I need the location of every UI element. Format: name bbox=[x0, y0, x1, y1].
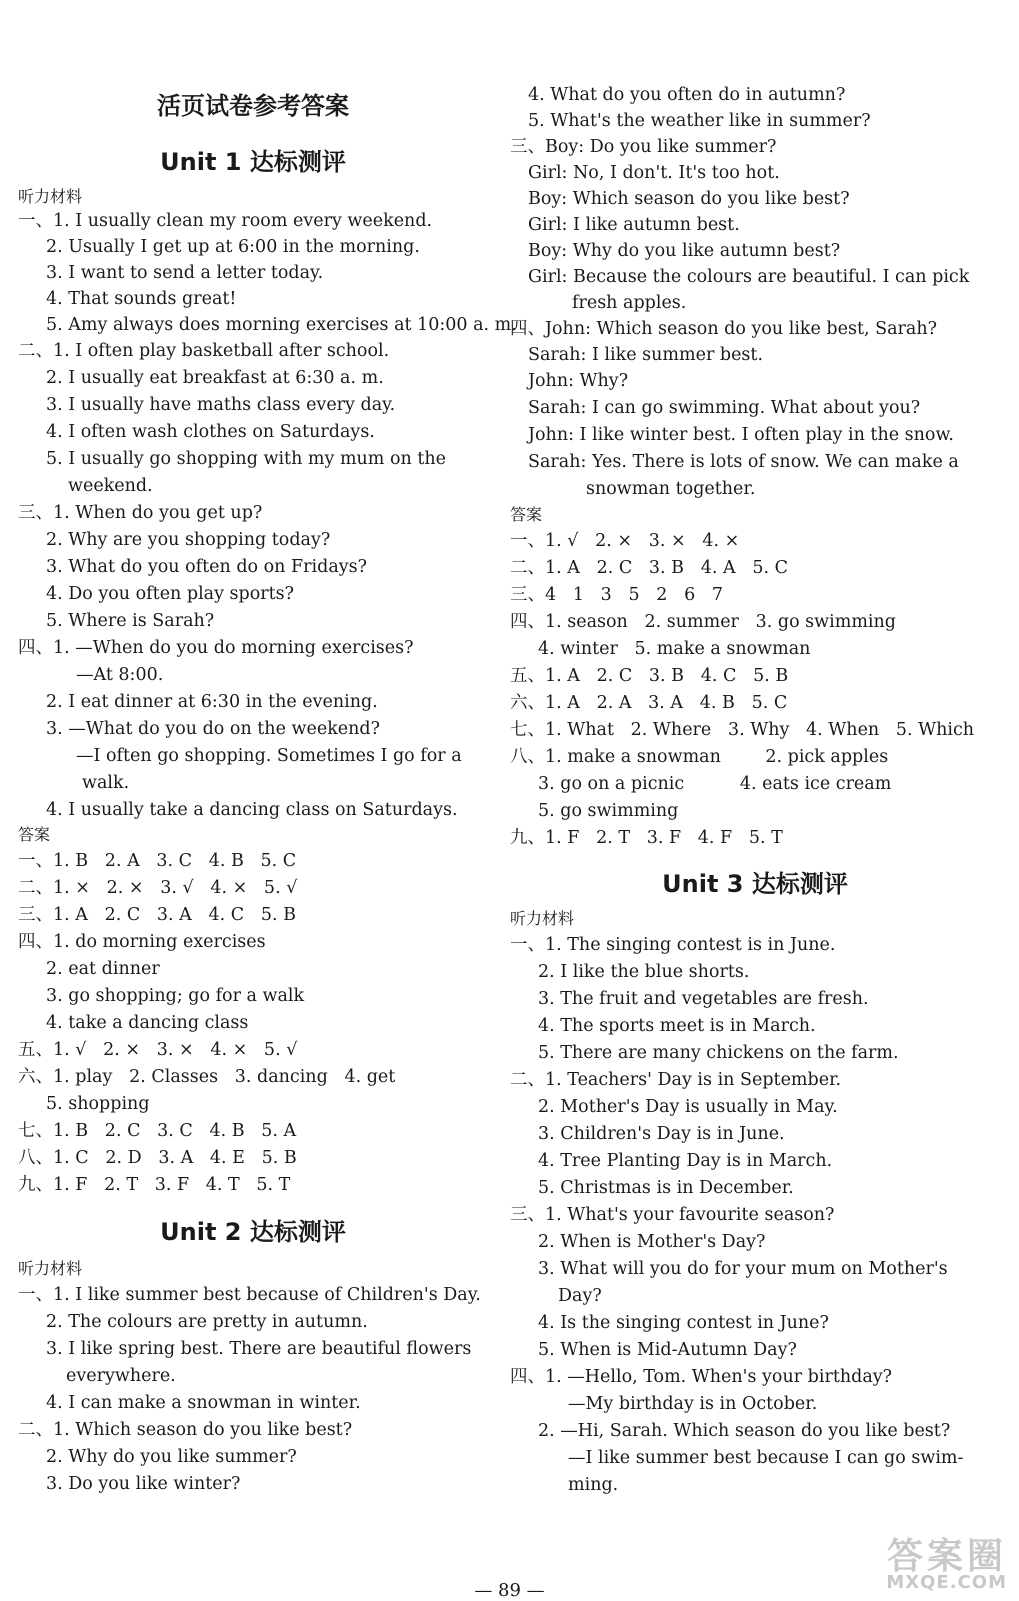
unit1-listening-line: 4. That sounds great! bbox=[46, 289, 237, 309]
unit1-answer-line: 八、1. C 2. D 3. A 4. E 5. B bbox=[18, 1148, 297, 1168]
unit3-listening-line: 2. —Hi, Sarah. Which season do you like best? bbox=[538, 1421, 951, 1441]
unit1-listening-line: 2. Usually I get up at 6:00 in the morning. bbox=[46, 237, 420, 257]
unit2-listening-line: 三、Boy: Do you like summer? bbox=[510, 137, 777, 157]
unit1-answer-line: 七、1. B 2. C 3. C 4. B 5. A bbox=[18, 1121, 297, 1141]
unit1-listening-line: 5. I usually go shopping with my mum on the bbox=[46, 449, 446, 469]
unit2-answer-line: 四、1. season 2. summer 3. go swimming bbox=[510, 612, 896, 632]
unit3-listening-line: —My birthday is in October. bbox=[568, 1394, 818, 1414]
unit2-answer-line: 4. winter 5. make a snowman bbox=[538, 639, 811, 659]
unit3-listening-line: 2. Mother's Day is usually in May. bbox=[538, 1097, 838, 1117]
unit2-answer-line: 一、1. √ 2. × 3. × 4. × bbox=[510, 531, 740, 551]
unit2-answer-line: 5. go swimming bbox=[538, 801, 679, 821]
unit1-listening-line: 3. I usually have maths class every day. bbox=[46, 395, 396, 415]
unit3-title: Unit 3 达标测评 bbox=[662, 870, 848, 898]
unit3-listening-line: 3. What will you do for your mum on Mother's bbox=[538, 1259, 948, 1279]
unit1-answer-line: 九、1. F 2. T 3. F 4. T 5. T bbox=[18, 1175, 291, 1195]
unit1-answer-line: 六、1. play 2. Classes 3. dancing 4. get bbox=[18, 1067, 396, 1087]
unit1-listening-line: 四、1. —When do you do morning exercises? bbox=[18, 638, 414, 658]
unit2-listening-line: 一、1. I like summer best because of Children's Day. bbox=[18, 1285, 481, 1305]
unit1-listening-line: 2. Why are you shopping today? bbox=[46, 530, 331, 550]
unit1-listening-line: 3. What do you often do on Fridays? bbox=[46, 557, 367, 577]
unit2-listening-label: 听力材料 bbox=[18, 1259, 83, 1278]
unit3-listening-line: 5. There are many chickens on the farm. bbox=[538, 1043, 899, 1063]
unit1-title: Unit 1 达标测评 bbox=[160, 148, 346, 176]
unit3-listening-line: 二、1. Teachers' Day is in September. bbox=[510, 1070, 842, 1090]
unit2-listening-line: Boy: Why do you like autumn best? bbox=[528, 241, 841, 261]
unit2-title: Unit 2 达标测评 bbox=[160, 1218, 346, 1246]
unit1-answer-line: 四、1. do morning exercises bbox=[18, 932, 266, 952]
unit2-listening-line: John: I like winter best. I often play in the snow. bbox=[528, 425, 954, 445]
unit2-listening-line: 3. Do you like winter? bbox=[46, 1474, 241, 1494]
watermark-logo bbox=[867, 1528, 1007, 1596]
unit2-listening-line: 2. Why do you like summer? bbox=[46, 1447, 297, 1467]
unit2-answer-line: 二、1. A 2. C 3. B 4. A 5. C bbox=[510, 558, 788, 578]
unit3-listening-line: 4. The sports meet is in March. bbox=[538, 1016, 816, 1036]
watermark-url: MXQE.COM bbox=[886, 1572, 1007, 1593]
unit2-listening-line: Sarah: Yes. There is lots of snow. We can make a bbox=[528, 452, 959, 472]
unit2-listening-line: 2. The colours are pretty in autumn. bbox=[46, 1312, 368, 1332]
unit3-listening-line: Day? bbox=[558, 1286, 602, 1306]
unit1-listening-line: —At 8:00. bbox=[76, 665, 164, 685]
unit1-listening-line: 2. I eat dinner at 6:30 in the evening. bbox=[46, 692, 378, 712]
unit2-listening-line: Sarah: I like summer best. bbox=[528, 345, 764, 365]
unit3-listening-label: 听力材料 bbox=[510, 909, 575, 928]
unit2-answer-line: 3. go on a picnic 4. eats ice cream bbox=[538, 774, 892, 794]
unit1-answer-line: 3. go shopping; go for a walk bbox=[46, 986, 305, 1006]
unit2-answer-line: 六、1. A 2. A 3. A 4. B 5. C bbox=[510, 693, 788, 713]
unit1-listening-line: 5. Amy always does morning exercises at 10:00 a. m. bbox=[46, 315, 517, 335]
unit1-answer-line: 5. shopping bbox=[46, 1094, 150, 1114]
unit2-listening-line: Girl: No, I don't. It's too hot. bbox=[528, 163, 780, 183]
unit3-listening-line: 3. Children's Day is in June. bbox=[538, 1124, 785, 1144]
unit3-listening-line: —I like summer best because I can go swim- bbox=[568, 1448, 964, 1468]
unit3-listening-line: 2. When is Mother's Day? bbox=[538, 1232, 766, 1252]
unit2-listening-line: 3. I like spring best. There are beautiful flowers bbox=[46, 1339, 472, 1359]
unit2-listening-line: snowman together. bbox=[586, 479, 756, 499]
unit1-listening-line: 5. Where is Sarah? bbox=[46, 611, 215, 631]
page-number: — 89 — bbox=[474, 1580, 545, 1601]
unit2-listening-line: fresh apples. bbox=[572, 293, 687, 313]
unit1-listening-line: 4. I usually take a dancing class on Saturdays. bbox=[46, 800, 458, 820]
unit3-listening-line: 四、1. —Hello, Tom. When's your birthday? bbox=[510, 1367, 893, 1387]
unit1-listening-line: 4. I often wash clothes on Saturdays. bbox=[46, 422, 375, 442]
unit3-listening-line: 三、1. What's your favourite season? bbox=[510, 1205, 835, 1225]
unit2-listening-line: Boy: Which season do you like best? bbox=[528, 189, 850, 209]
unit1-listening-line: 2. I usually eat breakfast at 6:30 a. m. bbox=[46, 368, 384, 388]
unit2-listening-line: 5. What's the weather like in summer? bbox=[528, 111, 871, 131]
unit2-answer-line: 七、1. What 2. Where 3. Why 4. When 5. Which bbox=[510, 720, 975, 740]
unit2-listening-line: everywhere. bbox=[66, 1366, 176, 1386]
unit2-listening-line: Girl: I like autumn best. bbox=[528, 215, 740, 235]
unit2-answers-label: 答案 bbox=[510, 505, 543, 524]
unit1-listening-line: walk. bbox=[82, 773, 130, 793]
unit2-answer-line: 五、1. A 2. C 3. B 4. C 5. B bbox=[510, 666, 789, 686]
unit3-listening-line: 2. I like the blue shorts. bbox=[538, 962, 750, 982]
unit1-listening-line: 二、1. I often play basketball after school. bbox=[18, 341, 390, 361]
unit1-answer-line: 二、1. × 2. × 3. √ 4. × 5. √ bbox=[18, 878, 298, 898]
unit1-listening-line: 3. I want to send a letter today. bbox=[46, 263, 324, 283]
unit1-listening-line: weekend. bbox=[68, 476, 153, 496]
unit3-listening-line: 5. When is Mid-Autumn Day? bbox=[538, 1340, 797, 1360]
unit2-answer-line: 三、4 1 3 5 2 6 7 bbox=[510, 585, 724, 605]
unit3-listening-line: 一、1. The singing contest is in June. bbox=[510, 935, 836, 955]
unit2-listening-line: 四、John: Which season do you like best, Sarah? bbox=[510, 319, 938, 339]
unit3-listening-line: 5. Christmas is in December. bbox=[538, 1178, 794, 1198]
unit2-listening-line: 4. I can make a snowman in winter. bbox=[46, 1393, 361, 1413]
unit1-answer-line: 五、1. √ 2. × 3. × 4. × 5. √ bbox=[18, 1040, 298, 1060]
unit2-listening-line: Girl: Because the colours are beautiful. I can pick bbox=[528, 267, 970, 287]
unit3-listening-line: 4. Tree Planting Day is in March. bbox=[538, 1151, 833, 1171]
unit1-listening-line: 3. —What do you do on the weekend? bbox=[46, 719, 381, 739]
unit1-listening-line: 一、1. I usually clean my room every weekend. bbox=[18, 211, 433, 231]
unit1-answer-line: 2. eat dinner bbox=[46, 959, 160, 979]
unit1-answer-line: 三、1. A 2. C 3. A 4. C 5. B bbox=[18, 905, 296, 925]
unit2-listening-line: 4. What do you often do in autumn? bbox=[528, 85, 846, 105]
watermark-text: 答案圈 bbox=[886, 1536, 1007, 1577]
unit2-listening-line: John: Why? bbox=[528, 371, 629, 391]
unit2-listening-line: 二、1. Which season do you like best? bbox=[18, 1420, 353, 1440]
unit2-answer-line: 八、1. make a snowman 2. pick apples bbox=[510, 747, 889, 767]
unit3-listening-line: ming. bbox=[568, 1475, 619, 1495]
unit2-answer-line: 九、1. F 2. T 3. F 4. F 5. T bbox=[510, 828, 783, 848]
unit2-listening-line: Sarah: I can go swimming. What about you? bbox=[528, 398, 921, 418]
unit1-listening-line: 三、1. When do you get up? bbox=[18, 503, 263, 523]
unit3-listening-line: 3. The fruit and vegetables are fresh. bbox=[538, 989, 869, 1009]
unit1-answer-line: 一、1. B 2. A 3. C 4. B 5. C bbox=[18, 851, 297, 871]
page-title: 活页试卷参考答案 bbox=[157, 92, 349, 120]
unit1-listening-line: 4. Do you often play sports? bbox=[46, 584, 295, 604]
unit1-answers-label: 答案 bbox=[18, 825, 51, 844]
unit1-answer-line: 4. take a dancing class bbox=[46, 1013, 249, 1033]
unit3-listening-line: 4. Is the singing contest in June? bbox=[538, 1313, 829, 1333]
unit1-listening-line: —I often go shopping. Sometimes I go for a bbox=[76, 746, 462, 766]
unit1-listening-label: 听力材料 bbox=[18, 187, 83, 206]
